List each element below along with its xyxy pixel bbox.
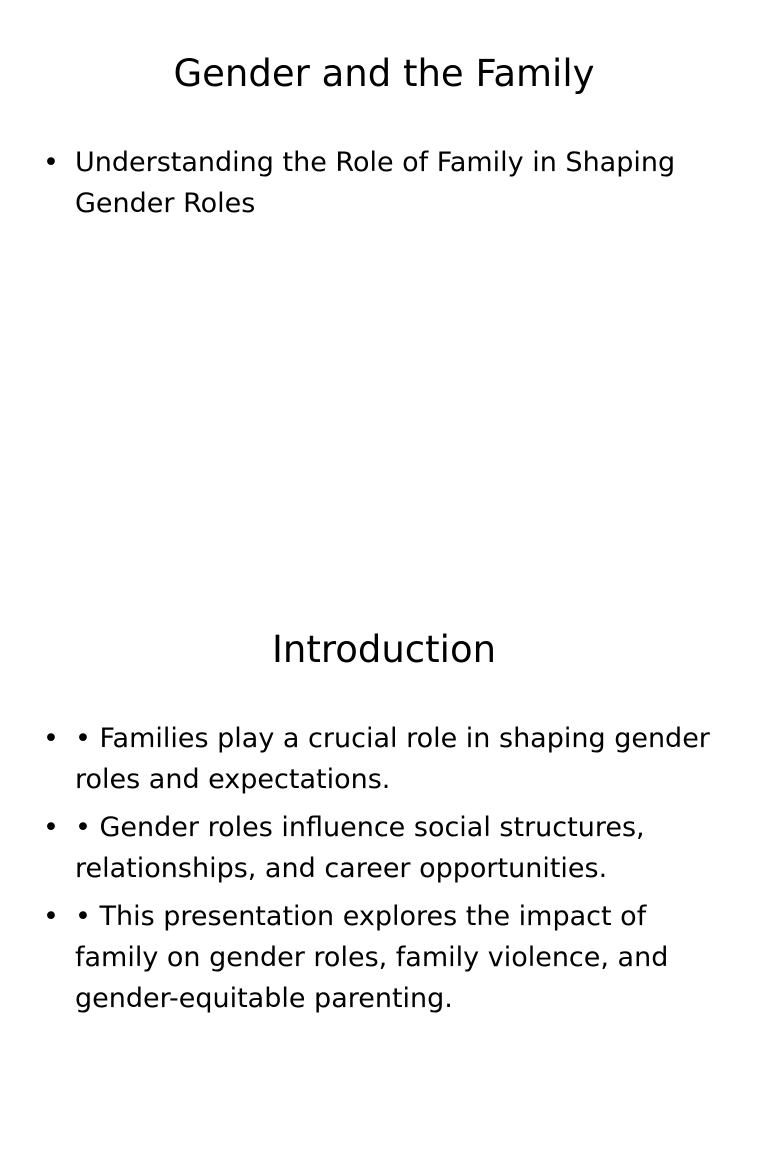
bullet-item [38, 142, 728, 224]
bullet-dot-icon: • [43, 147, 59, 178]
bullet-text: • This presentation explores the impact of family on gender roles, family violence, and gender-equitable parenting. [75, 901, 669, 1014]
bullet-item [38, 807, 728, 889]
bullet-dot-icon: • [43, 723, 59, 754]
bullet-item [38, 718, 728, 800]
slide-title: Introduction [271, 628, 497, 671]
slide-title: Gender and the Family [173, 52, 595, 95]
bullet-dot-icon: • [43, 812, 59, 843]
bullet-text: • Families play a crucial role in shaping gender roles and expectations. [75, 723, 710, 795]
bullet-list [38, 142, 728, 231]
bullet-text: Understanding the Role of Family in Shaping Gender Roles [75, 147, 676, 219]
bullet-list [38, 718, 728, 1026]
slide-introduction [0, 576, 768, 1152]
bullet-text: • Gender roles influence social structures, relationships, and career opportunities. [75, 812, 645, 884]
bullet-dot-icon: • [43, 901, 59, 932]
bullet-item [38, 896, 728, 1019]
